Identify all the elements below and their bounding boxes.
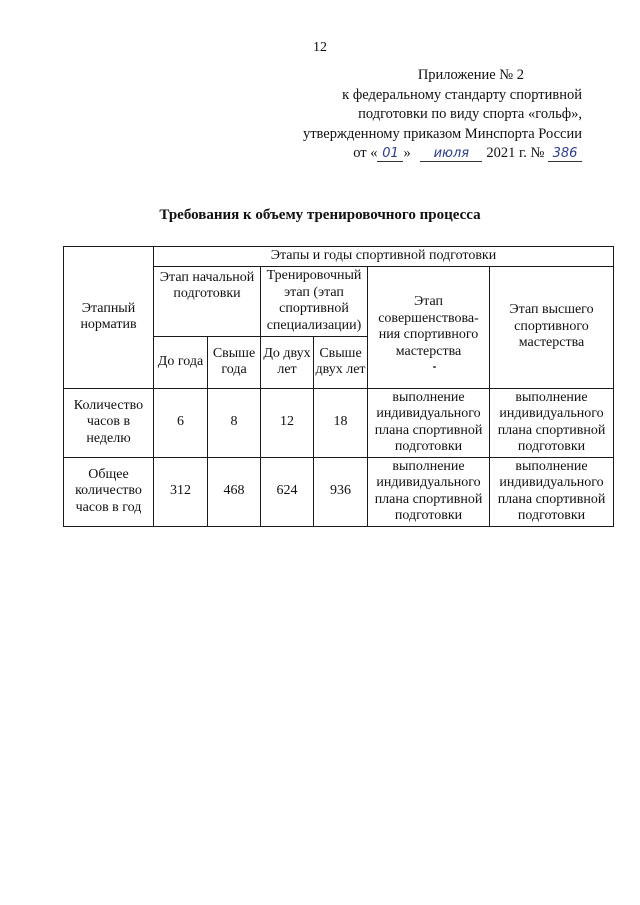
date-day-handwritten: 01 — [377, 146, 403, 162]
page-number: 12 — [313, 40, 327, 55]
header-up-to-year: До года — [154, 336, 208, 388]
table-cell: выполнение индивидуального плана спортивной подготовки — [368, 457, 490, 526]
annex-date-line — [252, 144, 582, 164]
date-year-text: 2021 г. № — [486, 145, 545, 161]
table-row — [64, 388, 614, 457]
table-cell: 6 — [154, 388, 208, 457]
requirements-table — [63, 246, 614, 527]
header-stage-improvement: Этап совершенствова-ния спортивного мастерства — [368, 266, 490, 388]
document-title: Требования к объему тренировочного процесса — [159, 207, 481, 223]
table-cell: 8 — [208, 388, 261, 457]
annex-title: Приложение № 2 — [417, 67, 524, 83]
ink-mark — [433, 366, 436, 368]
table-header-row-1 — [64, 247, 614, 267]
table-cell: 18 — [314, 388, 368, 457]
table-cell: выполнение индивидуального плана спортивной подготовки — [490, 388, 614, 457]
header-stage-highest: Этап высшего спортивного мастерства — [490, 266, 614, 388]
annex-line-2: подготовки по виду спорта «гольф», — [358, 106, 582, 122]
header-norm: Этапный норматив — [64, 247, 154, 389]
table-cell: 936 — [314, 457, 368, 526]
row-label: Количество часов в неделю — [64, 388, 154, 457]
header-over-year: Свыше года — [208, 336, 261, 388]
date-mid: » — [403, 145, 411, 161]
annex-line-3: утвержденному приказом Минспорта России — [302, 125, 582, 142]
table-cell: 624 — [261, 457, 314, 526]
date-month-handwritten: июля — [420, 146, 482, 162]
table-cell: 312 — [154, 457, 208, 526]
header-over-two-years: Свыше двух лет — [314, 336, 368, 388]
table-row — [64, 457, 614, 526]
row-label: Общее количество часов в год — [64, 457, 154, 526]
order-number-handwritten: 386 — [548, 146, 582, 162]
table-cell: выполнение индивидуального плана спортивной подготовки — [490, 457, 614, 526]
header-stages-years: Этапы и годы спортивной подготовки — [154, 247, 614, 267]
annex-header — [252, 66, 582, 164]
header-stage-training: Тренировочный этап (этап спортивной специализации) — [261, 266, 368, 336]
table-cell: 468 — [208, 457, 261, 526]
header-stage-initial: Этап начальной подготовки — [154, 266, 261, 336]
annex-line-1: к федеральному стандарту спортивной — [342, 86, 582, 103]
table-cell: 12 — [261, 388, 314, 457]
date-prefix: от « — [353, 145, 378, 161]
header-up-to-two-years: До двух лет — [261, 336, 314, 388]
table-cell: выполнение индивидуального плана спортивной подготовки — [368, 388, 490, 457]
